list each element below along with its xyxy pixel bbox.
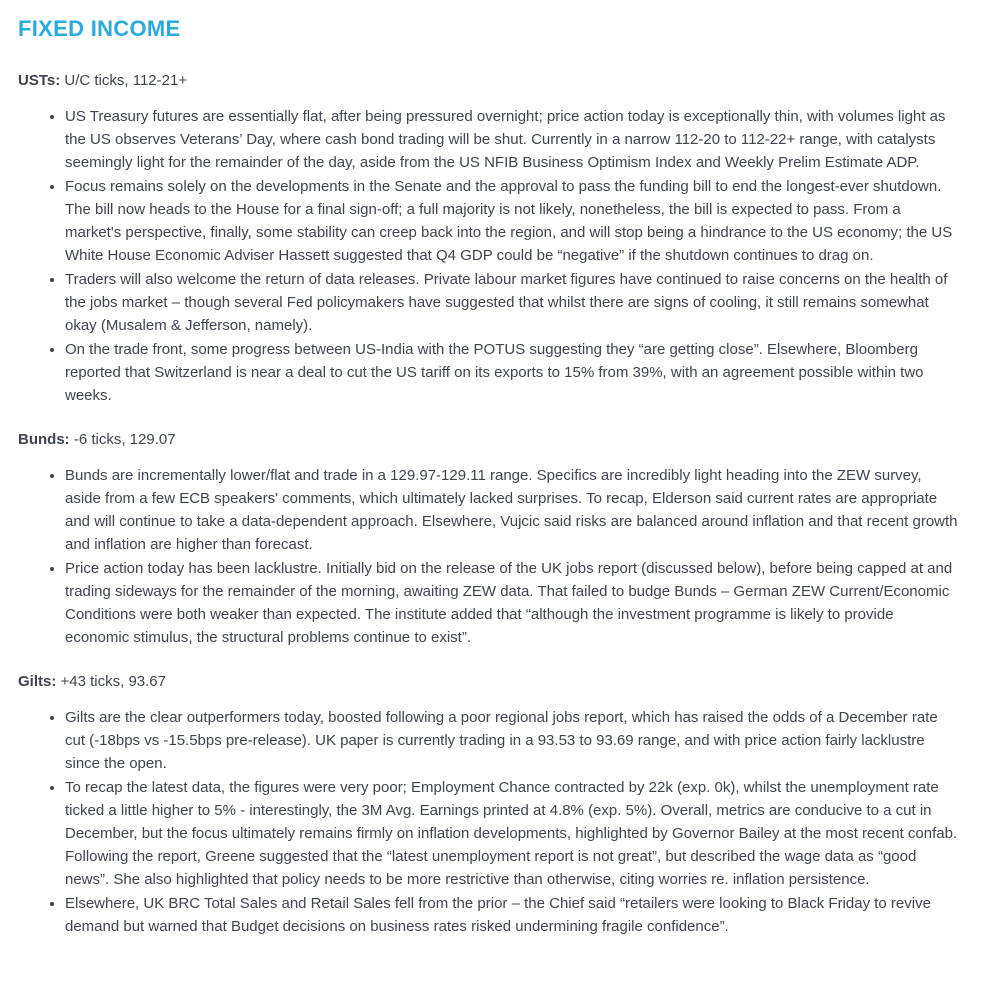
bullet-item: • Bunds are incrementally lower/flat and trade in a 129.97-129.11 range. Specifics are incredibly light heading into the ZEW survey, aside from a few ECB speakers' comments, which ultimately lacked surprises. To recap, Elderson said current rates are appropriate and will continue to take a data-dependent approach. Elsewhere, Vujcic said risks are balanced around inflation and that recent growth and inflation are higher than forecast. bbox=[65, 464, 964, 556]
usts-heading bbox=[18, 70, 964, 92]
gilts-bullet-list bbox=[18, 706, 964, 938]
page-title: FIXED INCOME bbox=[18, 16, 181, 41]
bunds-summary: -6 ticks, 129.07 bbox=[69, 431, 176, 448]
bullet-item: • To recap the latest data, the figures were very poor; Employment Chance contracted by 22k (exp. 0k), whilst the unemployment rate ticked a little higher to 5% - interestingly, the 3M Avg. Earnings printed at 4.8% (exp. 5%). Overall, metrics are conducive to a cut in December, but the focus ultimately remains firmly on inflation developments, highlighted by Governor Bailey at the most recent confab. Following the report, Greene suggested that the “latest unemployment report is not great”, but described the wage data as “good news”. She also highlighted that policy needs to be more restrictive than otherwise, citing worries re. inflation persistence. bbox=[65, 776, 964, 891]
usts-label: USTs: bbox=[18, 72, 61, 89]
section-gilts bbox=[18, 671, 964, 938]
bunds-heading bbox=[18, 429, 964, 451]
gilts-summary: +43 ticks, 93.67 bbox=[56, 673, 166, 690]
bullet-item: • Price action today has been lacklustre. Initially bid on the release of the UK jobs report (discussed below), before being capped at and trading sideways for the remainder of the morning, awaiting ZEW data. That failed to budge Bunds – German ZEW Current/Economic Conditions were both weaker than expected. The institute added that “although the investment programme is likely to provide economic stimulus, the structural problems continue to exist”. bbox=[65, 557, 964, 649]
bullet-item: • Gilts are the clear outperformers today, boosted following a poor regional jobs report, which has raised the odds of a December rate cut (-18bps vs -15.5bps pre-release). UK paper is currently trading in a 93.53 to 93.69 range, and with price action fairly lacklustre since the open. bbox=[65, 706, 964, 775]
bunds-label: Bunds: bbox=[18, 431, 70, 448]
bullet-item: • Traders will also welcome the return of data releases. Private labour market figures have continued to raise concerns on the health of the jobs market – though several Fed policymakers have suggested that whilst there are signs of cooling, it still remains somewhat okay (Musalem & Jefferson, namely). bbox=[65, 268, 964, 337]
gilts-label: Gilts: bbox=[18, 673, 57, 690]
bullet-item: • On the trade front, some progress between US-India with the POTUS suggesting they “are getting close”. Elsewhere, Bloomberg reported that Switzerland is near a deal to cut the US tariff on its exports to 15% from 39%, with an agreement possible within two weeks. bbox=[65, 338, 964, 407]
bullet-item: • Focus remains solely on the developments in the Senate and the approval to pass the funding bill to end the longest-ever shutdown. The bill now heads to the House for a final sign-off; a full majority is not likely, nonetheless, the bill is expected to pass. From a market's perspective, finally, some stability can creep back into the region, and will stop being a hindrance to the US economy; the US White House Economic Adviser Hassett suggested that Q4 GDP could be “negative” if the shutdown continues to drag on. bbox=[65, 175, 964, 267]
bullet-item: • US Treasury futures are essentially flat, after being pressured overnight; price action today is exceptionally thin, with volumes light as the US observes Veterans’ Day, where cash bond trading will be shut. Currently in a narrow 112-20 to 112-22+ range, with catalysts seemingly light for the remainder of the day, aside from the US NFIB Business Optimism Index and Weekly Prelim Estimate ADP. bbox=[65, 105, 964, 174]
bullet-item: • Elsewhere, UK BRC Total Sales and Retail Sales fell from the prior – the Chief said “retailers were looking to Black Friday to revive demand but warned that Budget decisions on business rates risked undermining fragile confidence”. bbox=[65, 892, 964, 938]
gilts-heading bbox=[18, 671, 964, 693]
section-bunds bbox=[18, 429, 964, 649]
usts-bullet-list bbox=[18, 105, 964, 407]
usts-summary: U/C ticks, 112-21+ bbox=[60, 72, 188, 89]
section-usts bbox=[18, 70, 964, 407]
bunds-bullet-list bbox=[18, 464, 964, 649]
